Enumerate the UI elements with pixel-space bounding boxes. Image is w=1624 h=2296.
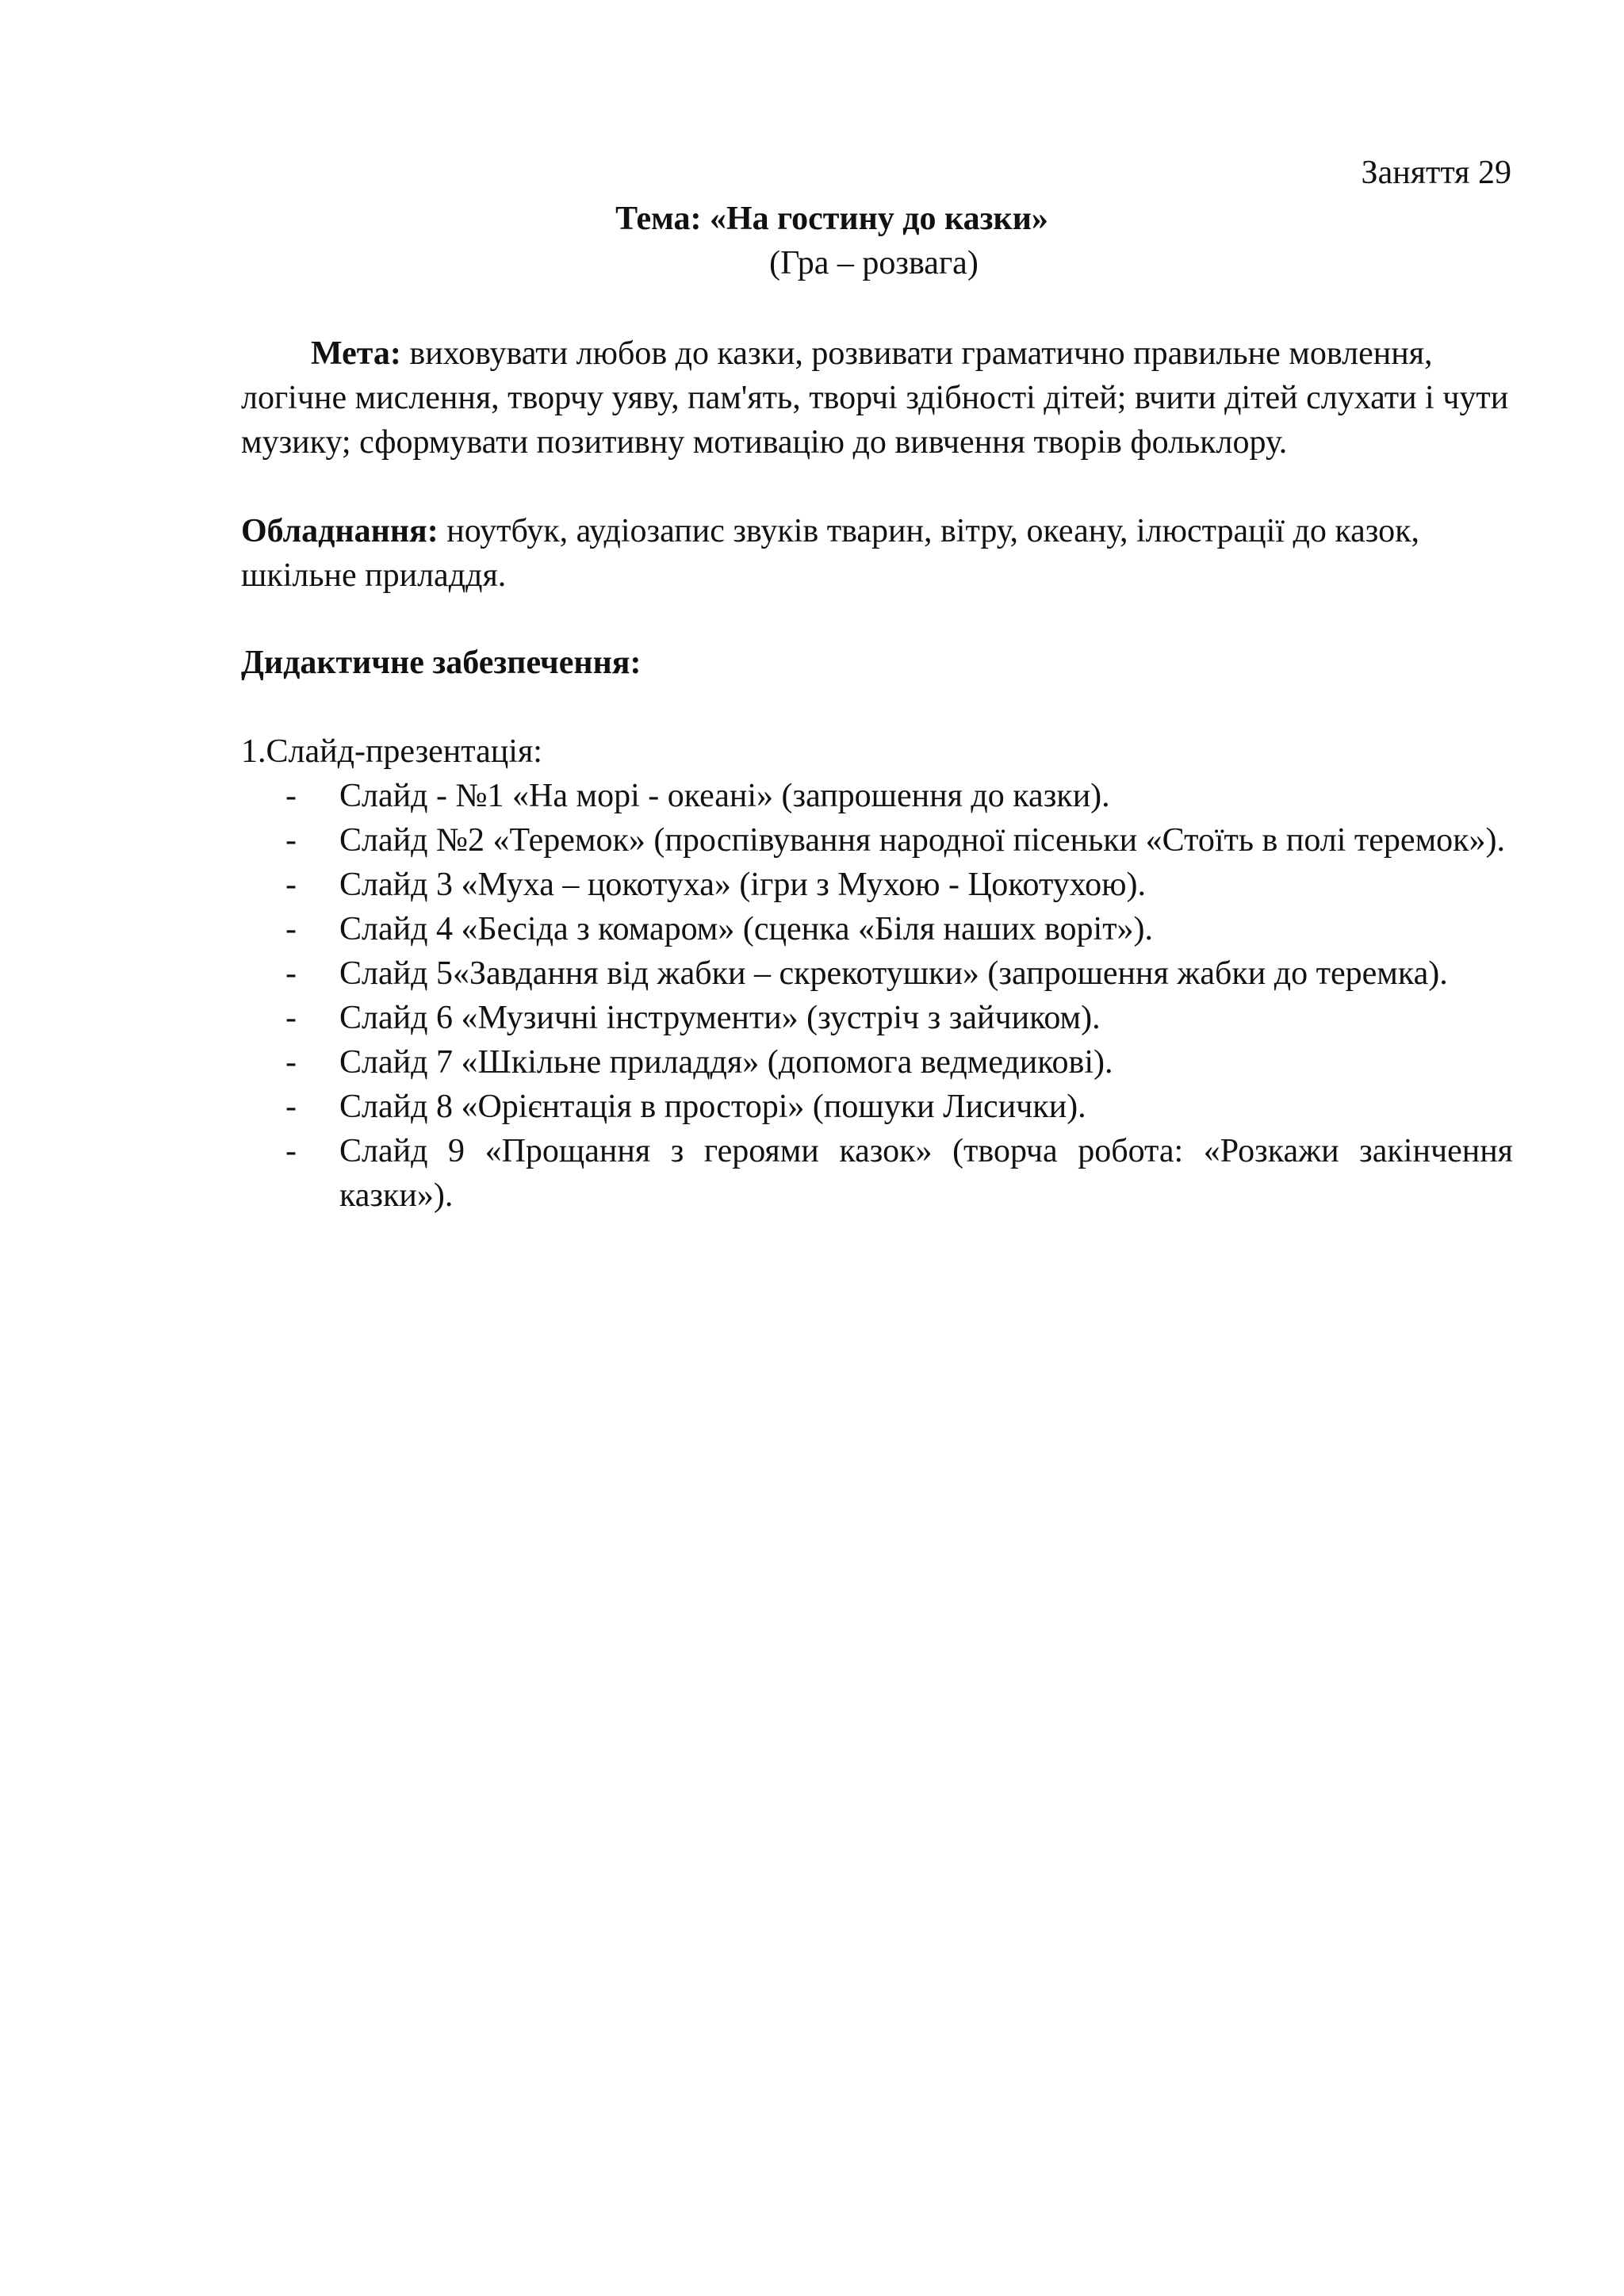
equipment-paragraph [241, 509, 1513, 598]
goal-text: виховувати любов до казки, розвивати граматично правильне мовлення, логічне мислення, творчу уяву, пам'ять, творчі здібності дітей; вчити дітей слухати і чути музику; сформувати позитивну мотивацію до вивчення творів фольклору. [241, 335, 1509, 461]
list-item [285, 951, 1513, 996]
list-item [285, 1085, 1513, 1129]
list-item-text: Слайд 4 «Бесіда з комаром» (сценка «Біля наших воріт»). [339, 911, 1154, 947]
equipment-label: Обладнання: [241, 513, 439, 549]
list-item [285, 863, 1513, 907]
list-item [285, 774, 1513, 818]
list-item-text: Слайд 5«Завдання від жабки – скрекотушки» (запрошення жабки до теремка). [339, 955, 1448, 992]
list-marker: - [285, 867, 297, 903]
list-item-text: Слайд - №1 «На морі - океані» (запрошення до казки). [339, 778, 1110, 814]
list-item [285, 907, 1513, 951]
equipment-text: ноутбук, аудіозапис звуків тварин, вітру, океану, ілюстрації до казок, шкільне приладдя. [241, 513, 1419, 594]
list-marker: - [285, 1044, 297, 1081]
list-marker: - [285, 1133, 297, 1169]
list-item-text: Слайд 9 «Прощання з героями казок» (творча робота: «Розкажи закінчення казки»). [339, 1133, 1513, 1214]
lesson-number: Заняття 29 [1361, 155, 1511, 191]
list-item-text: Слайд №2 «Теремок» (проспівування народної пісеньки «Стоїть в полі теремок»). [339, 822, 1506, 859]
list-marker: - [285, 822, 297, 859]
lesson-subtitle: (Гра – розвага) [769, 245, 979, 281]
list-item [285, 818, 1513, 863]
list-item-text: Слайд 7 «Шкільне приладдя» (допомога ведмедикові). [339, 1044, 1113, 1081]
goal-label: Мета: [311, 335, 401, 372]
list-marker: - [285, 778, 297, 814]
didactic-heading: Дидактичне забезпечення: [241, 645, 642, 681]
list-item [285, 1129, 1513, 1218]
list-item-text: Слайд 6 «Музичні інструменти» (зустріч з зайчиком). [339, 1000, 1101, 1036]
goal-paragraph [241, 331, 1513, 465]
list-marker: - [285, 911, 297, 947]
list-item [285, 996, 1513, 1040]
list-item-text: Слайд 3 «Муха – цокотуха» (ігри з Мухою - Цокотухою). [339, 867, 1147, 903]
list-marker: - [285, 955, 297, 992]
list-marker: - [285, 1000, 297, 1036]
list-marker: - [285, 1089, 297, 1125]
slide-list [285, 774, 1513, 1218]
list-item [285, 1040, 1513, 1085]
lesson-title: Тема: «На гостину до казки» [615, 201, 1048, 237]
slides-heading: 1.Слайд-презентація: [241, 733, 542, 770]
list-item-text: Слайд 8 «Орієнтація в просторі» (пошуки Лисички). [339, 1089, 1086, 1125]
